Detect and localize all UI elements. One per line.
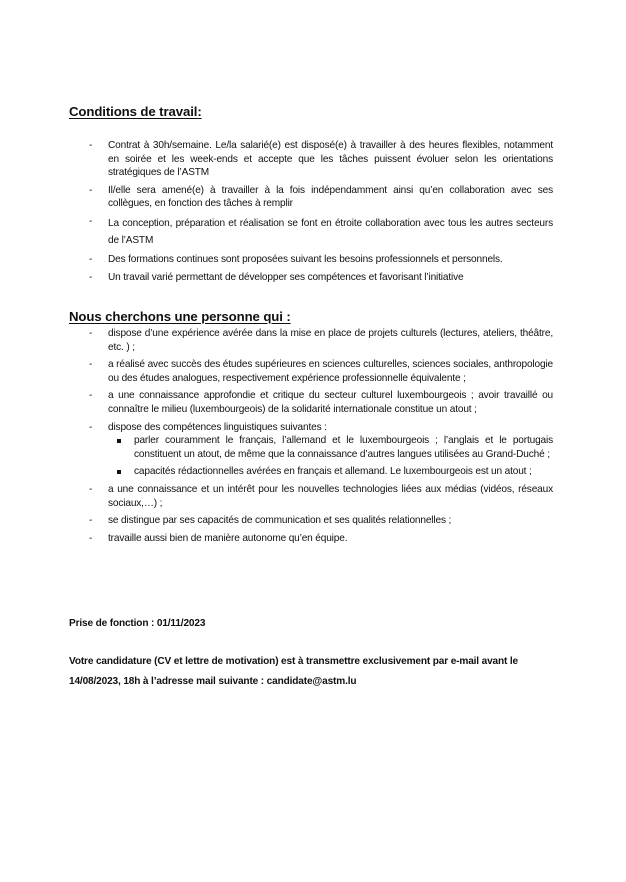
list-item: - dispose des compétences linguistiques suivantes : parler couramment le français, l’allemand et le luxembourgeois ; l’anglais et le portugais constituent un atout, de même que la connaissance d’autres langues utilisées au Grand-Duché ; capacités rédactionnelles avérées en français et allemand. Le luxembourgeois est un atout ; bbox=[89, 421, 553, 478]
start-date: Prise de fonction : 01/11/2023 bbox=[69, 618, 206, 629]
dash-bullet-icon: - bbox=[89, 328, 93, 339]
dash-bullet-icon: - bbox=[89, 140, 93, 151]
list-item: - Des formations continues sont proposées suivant les besoins professionnels et personnels. bbox=[89, 253, 503, 265]
dash-bullet-icon: - bbox=[89, 421, 93, 433]
profile-heading: Nous cherchons une personne qui : bbox=[69, 309, 291, 324]
dash-bullet-icon: - bbox=[89, 359, 93, 371]
list-item: - Il/elle sera amené(e) à travailler à la fois indépendamment ainsi qu’en collaboration avec ses collègues, en fonction des tâches à remplir bbox=[89, 184, 553, 210]
dash-bullet-icon: - bbox=[89, 390, 93, 402]
list-item: - dispose d’une expérience avérée dans la mise en place de projets culturels (lectures, ateliers, théâtre, etc. ) ; bbox=[89, 328, 553, 353]
application-instructions: Votre candidature (CV et lettre de motivation) est à transmettre exclusivement par e-mail avant le 14/08/2023, 18h à l’adresse mail suivante : candidate@astm.lu bbox=[69, 656, 519, 687]
conditions-heading: Conditions de travail: bbox=[69, 104, 202, 119]
list-item: - travaille aussi bien de manière autonome qu’en équipe. bbox=[89, 532, 348, 544]
dash-bullet-icon: - bbox=[89, 253, 93, 265]
list-item: - a une connaissance approfondie et critique du secteur culturel luxembourgeois ; avoir travaillé ou connaître le milieu (luxembourgeois) de la solidarité internationale constitue un atout ; bbox=[89, 390, 553, 415]
sublist-item: parler couramment le français, l’allemand et le luxembourgeois ; l’anglais et le portugais constituent un atout, de même que la connaissance d’autres langues utilisées au Grand-Duché ; bbox=[117, 434, 553, 461]
square-bullet-icon bbox=[117, 439, 121, 443]
dash-bullet-icon: - bbox=[89, 184, 93, 196]
language-sublist bbox=[117, 434, 553, 479]
sublist-item: capacités rédactionnelles avérées en français et allemand. Le luxembourgeois est un atout ; bbox=[117, 465, 553, 479]
list-item: - La conception, préparation et réalisation se font en étroite collaboration avec tous les autres secteurs de l’ASTM bbox=[89, 215, 553, 246]
dash-bullet-icon: - bbox=[89, 532, 93, 544]
dash-bullet-icon: - bbox=[89, 483, 93, 495]
list-item: - se distingue par ses capacités de communication et ses qualités relationnelles ; bbox=[89, 515, 452, 527]
square-bullet-icon bbox=[117, 470, 121, 474]
dash-bullet-icon: - bbox=[89, 215, 93, 227]
list-item: - Contrat à 30h/semaine. Le/la salarié(e) est disposé(e) à travailler à des heures flexibles, notamment en soirée et les week-ends et accepte que les tâches puissent évoluer selon les orientations stratégiques de l’ASTM bbox=[89, 140, 553, 179]
profile-list bbox=[89, 327, 553, 545]
list-item: - a une connaissance et un intérêt pour les nouvelles technologies liées aux médias (vidéos, réseaux sociaux,…) ; bbox=[89, 483, 553, 509]
dash-bullet-icon: - bbox=[89, 271, 93, 283]
list-item: - a réalisé avec succès des études supérieures en sciences culturelles, sciences sociales, anthropologie ou des études analogues, respectivement expérience professionnelle équivalente ; bbox=[89, 359, 553, 384]
conditions-list bbox=[89, 139, 553, 284]
dash-bullet-icon: - bbox=[89, 515, 93, 527]
list-item: - Un travail varié permettant de développer ses compétences et favorisant l’initiative bbox=[89, 271, 464, 283]
